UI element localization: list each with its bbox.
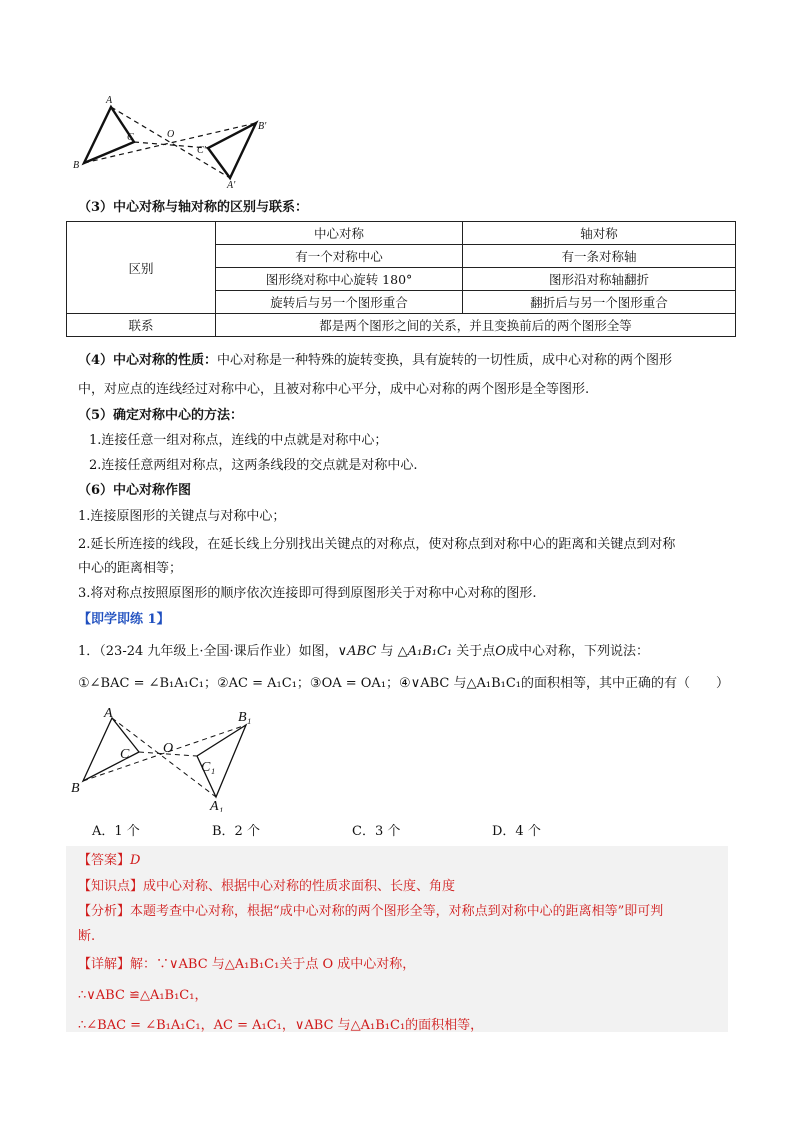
row-label-difference: 区别 xyxy=(67,222,216,314)
section4-line1 xyxy=(78,352,672,370)
analysis-line xyxy=(78,903,663,921)
question-text-d: 成中心对称，下列说法： xyxy=(505,644,649,659)
label-c: C xyxy=(127,132,134,143)
label-b: B xyxy=(73,160,80,171)
header-axial-symmetry: 轴对称 xyxy=(463,222,736,245)
label-o: O xyxy=(167,129,175,140)
analysis-text: 本题考查中心对称，根据“成中心对称的两个图形全等，对称点到对称中心的距离相等”即可判 xyxy=(130,904,664,919)
question-text-c: 关于点 xyxy=(452,644,496,659)
connection-text: 都是两个图形之间的关系，并且变换前后的两个图形全等 xyxy=(216,314,736,337)
triangle-a1b1c1-name: △A₁B₁C₁ xyxy=(397,644,453,659)
table-cell: 有一条对称轴 xyxy=(463,245,736,268)
row-label-connection: 联系 xyxy=(67,314,216,337)
practice-heading: 【即学即练 1】 xyxy=(78,612,170,627)
label-b-prime: B' xyxy=(258,121,267,132)
q-label-a1: A₁ xyxy=(210,799,224,812)
figure-question-triangles xyxy=(66,700,266,812)
point-o-name: O xyxy=(495,644,506,659)
knowledge-tag: 【知识点】 xyxy=(78,879,144,894)
q-label-o: O xyxy=(163,741,174,756)
question-text-a: 如图， xyxy=(298,644,338,659)
knowledge-text: 成中心对称、根据中心对称的性质求面积、长度、角度 xyxy=(143,879,456,894)
answer-tag: 【答案】 xyxy=(78,853,131,868)
q-label-c1: C₁ xyxy=(201,760,216,775)
detail-line-2: ∴∨ABC ≌△A₁B₁C₁， xyxy=(78,988,208,1003)
section6-item-2: 2.延长所连接的线段，在延长线上分别找出关键点的对称点，使对称点到对称中心的距离和关键点到对称 xyxy=(78,537,676,552)
detail-line-3: ∴∠BAC = ∠B₁A₁C₁，AC = A₁C₁，∨ABC 与△A₁B₁C₁的面积相等， xyxy=(78,1018,484,1033)
statement-3: ③OA = OA₁； xyxy=(309,676,400,691)
header-central-symmetry: 中心对称 xyxy=(216,222,463,245)
section6-heading: （6）中心对称作图 xyxy=(78,483,192,498)
statements-line xyxy=(78,675,729,693)
detail-line-1 xyxy=(78,956,415,974)
section6-item-3: 3.将对称点按照原图形的顺序依次连接即可得到原图形关于对称中心对称的图形. xyxy=(78,586,537,601)
option-b[interactable]: B．2 个 xyxy=(212,824,260,839)
option-c[interactable]: C．3 个 xyxy=(352,824,401,839)
figure-central-symmetry-top xyxy=(70,92,280,192)
section6-item-2-cont: 中心的距离相等； xyxy=(78,561,183,576)
question-number: 1． xyxy=(78,644,100,659)
statement-4: ④∨ABC 与△A₁B₁C₁的面积相等，其中正确的有（ ） xyxy=(399,676,729,691)
statement-1: ①∠BAC = ∠B₁A₁C₁； xyxy=(78,676,218,691)
section5-item-1: 1.连接任意一组对称点，连线的中点就是对称中心； xyxy=(89,433,388,448)
question-1 xyxy=(78,643,649,661)
label-a: A xyxy=(106,95,113,106)
answer-line xyxy=(78,852,140,870)
label-a-prime: A' xyxy=(227,180,236,191)
statement-2: ②AC = A₁C₁； xyxy=(217,676,310,691)
question-text-b: 与 xyxy=(376,644,398,659)
section4-heading: （4）中心对称的性质： xyxy=(78,353,218,368)
knowledge-line xyxy=(78,878,455,896)
comparison-table xyxy=(66,221,736,337)
section5-heading: （5）确定对称中心的方法： xyxy=(78,408,244,423)
table-cell: 有一个对称中心 xyxy=(216,245,463,268)
q-label-b: B xyxy=(71,781,80,796)
section6-item-1: 1.连接原图形的关键点与对称中心； xyxy=(78,509,286,524)
analysis-tag: 【分析】 xyxy=(78,904,131,919)
label-c-prime: C' xyxy=(197,145,206,156)
option-d[interactable]: D．4 个 xyxy=(492,824,541,839)
section4-text2: 中，对应点的连线经过对称中心，且被对称中心平分，成中心对称的两个图形是全等图形. xyxy=(78,382,590,397)
section5-item-2: 2.连接任意两组对称点，这两条线段的交点就是对称中心. xyxy=(89,458,418,473)
analysis-text-cont: 断. xyxy=(78,929,96,944)
answer-value: D xyxy=(130,853,141,868)
q-label-c: C xyxy=(120,747,130,762)
q-label-a: A xyxy=(104,706,113,721)
q-label-b1: B₁ xyxy=(238,710,252,725)
table-cell: 翻折后与另一个图形重合 xyxy=(463,291,736,314)
table-cell: 旋转后与另一个图形重合 xyxy=(216,291,463,314)
table-cell: 图形绕对称中心旋转 180° xyxy=(216,268,463,291)
option-a[interactable]: A．1 个 xyxy=(92,824,140,839)
detail-tag: 【详解】 xyxy=(78,957,131,972)
section3-heading: （3）中心对称与轴对称的区别与联系： xyxy=(78,200,309,215)
detail-text-1: 解：∵∨ABC 与△A₁B₁C₁关于点 O 成中心对称， xyxy=(130,957,416,972)
table-cell: 图形沿对称轴翻折 xyxy=(463,268,736,291)
triangle-abc-name: ∨ABC xyxy=(337,644,377,659)
question-source: （23-24 九年级上·全国·课后作业） xyxy=(99,644,299,659)
section4-text1: 中心对称是一种特殊的旋转变换，具有旋转的一切性质，成中心对称的两个图形 xyxy=(217,353,673,368)
